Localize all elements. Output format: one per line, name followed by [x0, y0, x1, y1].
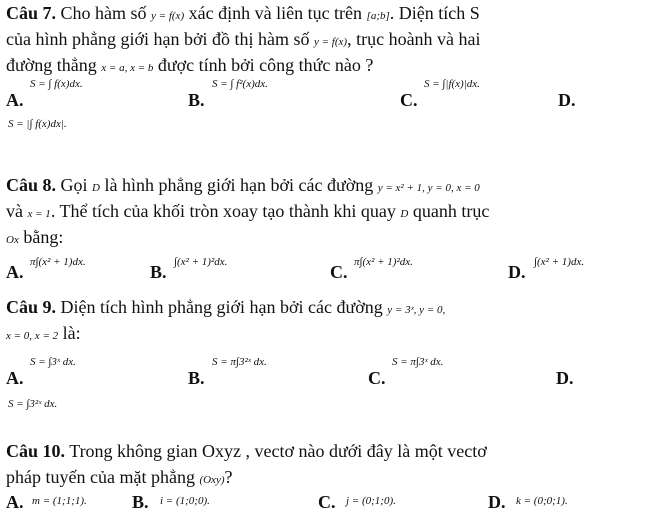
q7-eq3: x = a, x = b: [101, 62, 154, 74]
q9-optB-formula[interactable]: S = π∫3²ˣ dx.: [212, 356, 267, 368]
q8-text1b: là hình phẳng giới hạn bởi các đường: [104, 175, 374, 195]
q7-optA-label[interactable]: A.: [6, 90, 24, 110]
q8-optA-label[interactable]: A.: [6, 262, 24, 282]
q8-text2: và: [6, 201, 23, 221]
q9-label: Câu 9.: [6, 297, 57, 317]
q7-text3: đường thẳng: [6, 55, 97, 75]
q9-eq1: y = 3ˣ, y = 0,: [387, 304, 446, 316]
q8-text2c: quanh trục: [412, 201, 490, 221]
q8-optD-formula[interactable]: ∫(x² + 1)dx.: [534, 256, 585, 268]
q10-optC-label[interactable]: C.: [318, 492, 336, 512]
q8-ox: Ox: [6, 234, 19, 246]
q10-optA-vector[interactable]: m = (1;1;1).: [32, 495, 87, 507]
q8-optC-formula[interactable]: π∫(x² + 1)²dx.: [354, 256, 413, 268]
q7-text1c: . Diện tích S: [389, 3, 480, 23]
q9-line2: [6, 322, 666, 347]
q10-optB-label[interactable]: B.: [132, 492, 149, 512]
q7-text3b: được tính bởi công thức nào ?: [157, 55, 374, 75]
q7-text2b: , trục hoành và hai: [347, 29, 481, 49]
q9-optC-label[interactable]: C.: [368, 368, 386, 388]
q7-text1b: xác định và liên tục trên: [188, 3, 363, 23]
q7-line3: [6, 54, 666, 79]
q9-optA-label[interactable]: A.: [6, 368, 24, 388]
q7-optA-formula[interactable]: S = ∫ f(x)dx.: [30, 78, 83, 90]
q9-text1: Diện tích hình phẳng giới hạn bởi các đường: [60, 297, 383, 317]
q7-optB-label[interactable]: B.: [188, 90, 205, 110]
q9-text2: là:: [62, 323, 81, 343]
q8-optB-formula[interactable]: ∫(x² + 1)²dx.: [174, 256, 228, 268]
q10-optA-label[interactable]: A.: [6, 492, 24, 512]
q8-text2b: . Thể tích của khối tròn xoay tạo thành khi quay: [50, 201, 396, 221]
q7-fn2: y = f(x): [314, 36, 348, 48]
q7-optC-formula[interactable]: S = ∫|f(x)|dx.: [424, 78, 480, 90]
q9-eq2: x = 0, x = 2: [6, 330, 59, 342]
q10-optB-vector[interactable]: i = (1;0;0).: [160, 495, 210, 507]
q8-optD-label[interactable]: D.: [508, 262, 526, 282]
q10-text2b: ?: [224, 467, 233, 487]
q8-line2: [6, 200, 666, 225]
q9-optD-label[interactable]: D.: [556, 368, 574, 388]
q7-optC-label[interactable]: C.: [400, 90, 418, 110]
q9-optB-label[interactable]: B.: [188, 368, 205, 388]
q10-line2: [6, 466, 666, 491]
q8-text3: bằng:: [23, 227, 64, 247]
q8-optA-formula[interactable]: π∫(x² + 1)dx.: [30, 256, 86, 268]
q9-optD-formula[interactable]: S = ∫3²ˣ dx.: [8, 398, 58, 410]
q10-optD-label[interactable]: D.: [488, 492, 506, 512]
q8-label: Câu 8.: [6, 175, 57, 195]
q8-line3: [6, 226, 666, 251]
q7-optD-label[interactable]: D.: [558, 90, 576, 110]
q10-plane: (Oxy): [199, 474, 225, 486]
q8-text1: Gọi: [60, 175, 88, 195]
q10-label: Câu 10.: [6, 441, 66, 461]
q8-eq2: x = 1: [27, 208, 51, 220]
q8-optB-label[interactable]: B.: [150, 262, 167, 282]
q7-line2: [6, 28, 666, 53]
q9-line1: [6, 296, 666, 321]
q7-label: Câu 7.: [6, 3, 57, 23]
q8-D1: D: [92, 182, 100, 194]
q7-optD-formula[interactable]: S = |∫ f(x)dx|.: [8, 118, 67, 130]
q8-optC-label[interactable]: C.: [330, 262, 348, 282]
q7-interval: [a;b]: [366, 10, 390, 22]
q7-fn: y = f(x): [151, 10, 185, 22]
q10-line1: [6, 440, 666, 462]
q7-text1: Cho hàm số: [60, 3, 147, 23]
q7-optB-formula[interactable]: S = ∫ f²(x)dx.: [212, 78, 268, 90]
q9-optA-formula[interactable]: S = ∫3ˣ dx.: [30, 356, 76, 368]
q10-text2: pháp tuyến của mặt phẳng: [6, 467, 195, 487]
q8-eq1: y = x² + 1, y = 0, x = 0: [377, 182, 480, 194]
q7-line1: [6, 2, 666, 27]
q10-optD-vector[interactable]: k = (0;0;1).: [516, 495, 568, 507]
q8-line1: [6, 174, 666, 199]
q7-text2: của hình phẳng giới hạn bởi đồ thị hàm số: [6, 29, 310, 49]
q10-text1: Trong không gian Oxyz , vectơ nào dưới đây là một vectơ: [69, 441, 487, 461]
q9-optC-formula[interactable]: S = π∫3ˣ dx.: [392, 356, 444, 368]
q8-D2: D: [400, 208, 409, 220]
q10-optC-vector[interactable]: j = (0;1;0).: [346, 495, 396, 507]
